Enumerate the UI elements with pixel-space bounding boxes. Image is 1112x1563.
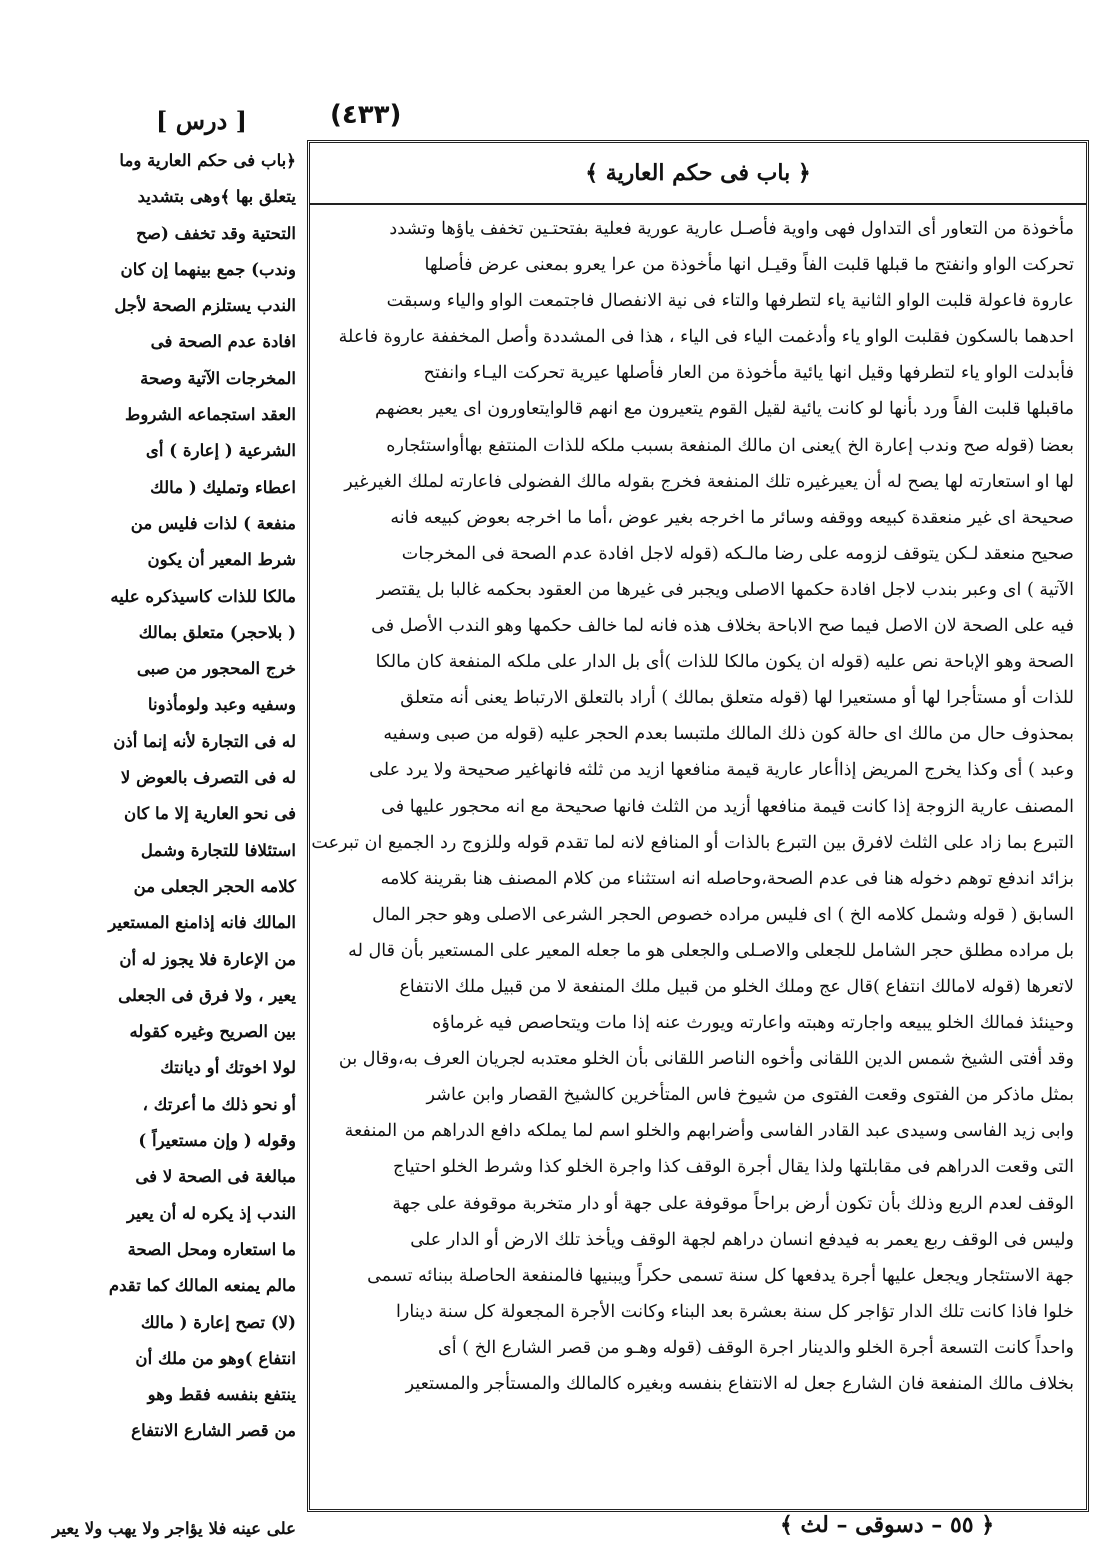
- commentary-line: بخلاف مالك المنفعة فان الشارع جعل له الانتفاع بنفسه وبغيره كالمالك والمستأجر والمستعير: [405, 1374, 1074, 1394]
- commentary-line: فيه على الصحة لان الاصل فيما صح الاباحة بخلاف هذه فانه لما خالف حكمها وهو الندب الأصل فى: [371, 616, 1074, 637]
- matn-column: [100, 142, 296, 1520]
- commentary-text: [311, 211, 1074, 1501]
- commentary-line: جهة الاستئجار ويجعل عليها أجرة يدفعها كل سنة تسمى حكراً ويبنيها فالمنفعة الحاصلة ببنائه تسمى: [367, 1265, 1074, 1286]
- commentary-line: فأبدلت الواو ياء لتطرفها وقيل انها يائية مأخوذة من العار فأصلها عيرية تحركت اليـاء وانفتح: [423, 363, 1074, 384]
- matn-line: له فى التصرف بالعوض لا: [120, 767, 296, 788]
- matn-line: فى نحو العارية إلا ما كان: [124, 803, 296, 824]
- commentary-line: ماقبلها قلبت الفاً ورد بأنها لو كانت يائية لقيل القوم يتعيرون مع انهم قالوايتعاورون اى يعير بعضهم: [375, 399, 1074, 420]
- matn-line: يعير ، ولا فرق فى الجعلى: [118, 984, 296, 1005]
- commentary-line: تحركت الواو وانفتح ما قبلها قلبت الفاً وقيـل انها مأخوذة من عرا يعرو بمعنى عرض فأصلها: [424, 255, 1074, 276]
- commentary-line: بمثل ماذكر من الفتوى وقعت الفتوى من شيوخ فاس المتأخرين كالشيخ القصار وابن عاشر: [426, 1085, 1074, 1106]
- commentary-line: التبرع بما زاد على الثلث لافرق بين التبرع بالذات أو المنافع لانه لما تقدم قوله وللزوج رد الجميع ان تبرعت: [311, 832, 1074, 853]
- commentary-line: لاتعرها (قوله لامالك انتفاع )قال عج وملك الخلو من قبيل ملك المنفعة لا من قبيل ملك الانتفاع: [399, 976, 1074, 997]
- matn-line: شرط المعير أن يكون: [147, 549, 296, 570]
- matn-line: من الإعارة فلا يجوز له أن: [119, 948, 296, 969]
- matn-line: ينتفع بنفسه فقط وهو: [147, 1384, 296, 1405]
- commentary-line: المصنف عارية الزوجة إذا كانت قيمة منافعها أزيد من الثلث فانها صحيحة مع انه محجور عليها فى: [381, 796, 1074, 817]
- commentary-box: [307, 140, 1089, 1512]
- matn-line: ( بلاحجر) متعلق بمالك: [138, 621, 296, 642]
- matn-line: انتفاع )وهو من ملك أن: [135, 1347, 296, 1368]
- matn-line: ما استعاره ومحل الصحة: [127, 1238, 296, 1259]
- matn-line: منفعة ) لذات فليس من: [130, 512, 296, 533]
- matn-line: خرج المحجور من صبى: [136, 658, 296, 679]
- commentary-line: بعضا (قوله صح وندب إعارة الخ )يعنى ان مالك المنفعة بسبب ملكه للذات المنتفع بهاأواستئجاره: [386, 435, 1074, 456]
- matn-line: مبالغة فى الصحة لا فى: [135, 1166, 296, 1187]
- commentary-line: بمحذوف حال من مالك اى حالة كون ذلك المالك ملتبسا بعدم الحجر عليه (قوله من صبى وسفيه: [383, 724, 1074, 745]
- commentary-line: بل مراده مطلق حجر الشامل للجعلى والاصـلى والجعلى هو ما جعله المعير على المستعير بأن قال له: [348, 940, 1074, 961]
- commentary-line: لها او استعارته لها يصح له أن يعيرغيره تلك المنفعة فخرج بقوله مالك الفضولى فاعارته لملك الغيرغير: [344, 471, 1074, 492]
- matn-line: يتعلق بها ﴾وهى بتشديد: [137, 186, 296, 207]
- matn-line: الندب إذ يكره له أن يعير: [126, 1202, 296, 1223]
- matn-line: المخرجات الآتية وصحة: [140, 367, 296, 388]
- commentary-line: خلوا فاذا كانت تلك الدار تؤاجر كل سنة بعشرة بعد البناء وكانت الأجرة المجعولة كل سنة دينارا: [396, 1301, 1074, 1322]
- commentary-line: وعبد ) أى وكذا يخرج المريض إذاأعار عارية قيمة منافعها ازيد من ثلثه فانهاغير صحيحة ولا يرد على: [369, 760, 1074, 781]
- matn-line: أو نحو ذلك ما أعرتك ،: [142, 1093, 296, 1114]
- page-number: (٤٣٣): [330, 100, 402, 130]
- matn-line: التحتية وقد تخفف (صح: [136, 222, 296, 243]
- matn-line: مالم يمنعه المالك كما تقدم: [108, 1275, 296, 1296]
- matn-line: استئلافا للتجارة وشمل: [140, 839, 296, 860]
- commentary-line: للذات أو مستأجرا لها أو مستعيرا لها (قوله متعلق بمالك ) أراد بالتعلق الارتباط يعنى أنه متعلق: [400, 688, 1074, 709]
- commentary-line: وليس فى الوقف ربع يعمر به فيدفع انسان دراهم لجهة الوقف ويأخذ تلك الارض أو الدار على: [410, 1229, 1074, 1250]
- matn-line: المالك فانه إذامنع المستعير: [108, 912, 296, 933]
- commentary-line: بزائد اندفع توهم دخوله هنا فى عدم الصحة،وحاصله انه استثناء من كلام المصنف هنا بقرينة كلامه: [380, 868, 1074, 889]
- commentary-line: وحينئذ فمالك الخلو يبيعه واجارته وهبته واعارته ويورث عنه إذا مات ويتحاصص فيه غرماؤه: [432, 1013, 1074, 1034]
- lesson-label: [ درس ]: [156, 106, 247, 135]
- matn-line: الشرعية ( إعارة ) أى: [145, 440, 296, 461]
- matn-line: لولا اخوتك أو ديانتك: [160, 1057, 296, 1078]
- matn-line: وقوله ( وإن مستعيراً ): [138, 1130, 296, 1151]
- commentary-line: وقد أفتى الشيخ شمس الدين اللقانى وأخوه الناصر اللقانى بأن الخلو معتدبه لجريان العرف به،وقال بن: [338, 1049, 1074, 1070]
- commentary-line: صحيحة اى غير منعقدة كبيعه ووقفه وسائر ما اخرجه بغير عوض ،أما ما اخرجه بعوض كبيعه فانه: [390, 507, 1074, 528]
- commentary-line: واحداً كانت التسعة أجرة الخلو والدينار اجرة الوقف (قوله وهـو من قصر الشارع الخ ) أى: [437, 1337, 1074, 1358]
- matn-line: مالكا للذات كاسيذكره عليه: [110, 585, 296, 606]
- matn-line: كلامه الحجر الجعلى من: [133, 875, 296, 896]
- matn-line: الندب يستلزم الصحة لأجل: [114, 295, 296, 316]
- matn-line: وندب) جمع بينهما إن كان: [120, 258, 296, 279]
- commentary-line: صحيح منعقد لـكن يتوقف لزومه على رضا مالـكه (قوله لاجل افادة عدم الصحة فى المخرجات: [401, 543, 1074, 564]
- commentary-line: التى وقعت الدراهم فى مقابلتها ولذا يقال أجرة الوقف كذا واجرة الخلو كذا وشرط الخلو احتياج: [392, 1157, 1074, 1178]
- matn-line: (لا) تصح إعارة ( مالك: [140, 1311, 296, 1332]
- commentary-line: عاروة فاعولة قلبت الواو الثانية ياء لتطرفها والتاء فى نية الانفصال فاجتمعت الواو والياء وسبقت: [386, 291, 1074, 312]
- printer-signature: ﴿ ٥٥ – دسوقى – لث ﴾: [780, 1512, 995, 1538]
- matn-line: من قصر الشارع الانتفاع: [131, 1420, 296, 1441]
- chapter-title: ﴿ باب فى حكم العارية ﴾: [310, 143, 1086, 205]
- matn-line: ﴿باب فى حكم العارية وما: [119, 150, 296, 170]
- commentary-line: الصحة وهو الإباحة نص عليه (قوله ان يكون مالكا للذات )أى بل الدار على ملكه المنفعة كان مالكا: [375, 652, 1074, 673]
- matn-line: العقد استجماعه الشروط: [125, 404, 296, 425]
- matn-line: وسفيه وعبد ولومأذونا: [147, 694, 296, 715]
- matn-continuation: على عينه فلا يؤاجر ولا يهب ولا يعير: [52, 1518, 296, 1538]
- commentary-line: الآتية ) اى وعبر بندب لاجل افادة حكمها الاصلى ويجبر فى غيرها من العقود بحكمه غالبا بل يقتصر: [376, 579, 1074, 600]
- commentary-line: السابق ( قوله وشمل كلامه الخ ) اى فليس مراده خصوص الحجر الشرعى الاصلى وهو حجر المال: [372, 904, 1074, 925]
- commentary-line: مأخوذة من التعاور أى التداول فهى واوية فأصـل عارية عورية فعلية بفتحتـين تخفف ياؤها وتشدد: [389, 219, 1074, 239]
- matn-line: اعطاء وتمليك ( مالك: [150, 476, 296, 497]
- matn-line: بين الصريح وغيره كقوله: [129, 1021, 296, 1042]
- matn-line: افادة عدم الصحة فى: [150, 331, 296, 352]
- matn-line: له فى التجارة لأنه إنما أذن: [113, 730, 296, 751]
- commentary-line: احدهما بالسكون فقلبت الواو ياء وأدغمت الياء فى الياء ، هذا فى المشددة وأصل المخففة عاروة فاعلة: [338, 327, 1074, 348]
- commentary-line: وابى زيد الفاسى وسيدى عبد القادر الفاسى وأضرابهم والخلو اسم لما يملكه دافع الدراهم من المنفعة: [344, 1121, 1074, 1142]
- commentary-line: الوقف لعدم الريع وذلك بأن تكون أرض براحاً موقوفة على جهة أو دار متخربة موقوفة على جهة: [392, 1193, 1074, 1214]
